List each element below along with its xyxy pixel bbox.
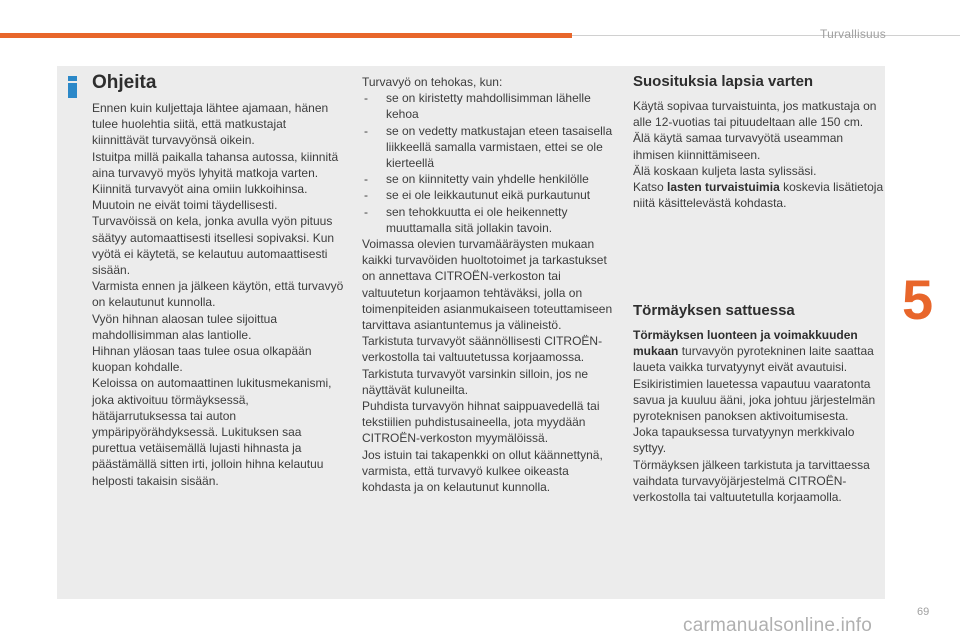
paragraph: Voimassa olevien turvamääräysten mukaan kaikki turvavöiden huoltotoimet ja tarkastukset on annettava CITROËN-verkoston tai valtuutetun korjaamon tehtäväksi, jolla on toimenpiteiden asianmukaiseen toteuttamiseen tarvittava asiantuntemus ja välineistö. bbox=[362, 237, 613, 333]
collision-column bbox=[633, 327, 885, 505]
children-heading: Suosituksia lapsia varten bbox=[633, 73, 814, 90]
info-icon bbox=[66, 76, 80, 98]
conditions-intro: Turvavyö on tehokas, kun: bbox=[362, 75, 503, 89]
paragraph: Kiinnitä turvavyöt aina omiin lukkoihinsa. Muutoin ne eivät toimi täydellisesti. bbox=[92, 182, 308, 213]
see-also-suffix: koskevia lisätietoja niitä käsittelevästä kohdasta. bbox=[633, 180, 884, 211]
collision-lead bbox=[633, 327, 885, 424]
list-item: - se on kiristetty mahdollisimman lähelle kehoa bbox=[362, 90, 614, 122]
paragraph: Hihnan yläosan taas tulee osua olkapään kuopan kohdalle. bbox=[92, 344, 312, 375]
paragraph: Istuitpa millä paikalla tahansa autossa, kiinnitä aina turvavyö myös lyhyitä matkoja varten. bbox=[92, 149, 339, 180]
paragraph: Vyön hihnan alaosan tulee sijoittua mahdollisimman alas lantiolle. bbox=[92, 311, 278, 342]
see-also-prefix: Katso bbox=[633, 180, 668, 195]
paragraph: Puhdista turvavyön hihnat saippuavedellä tai tekstiilien puhdistusaineella, jota myydään CITROËN-verkoston myymälöissä. bbox=[362, 399, 600, 446]
see-also-reference: lasten turvaistuimia bbox=[667, 180, 780, 195]
paragraph: Varmista ennen ja jälkeen käytön, että turvavyö on kelautunut kunnolla. bbox=[92, 279, 344, 310]
instructions-column bbox=[92, 100, 344, 489]
paragraph: Älä koskaan kuljeta lasta sylissäsi. bbox=[633, 163, 817, 178]
header-rule bbox=[572, 35, 960, 36]
effectiveness-column bbox=[362, 74, 614, 495]
section-name: Turvallisuus bbox=[820, 27, 886, 41]
collision-lead-bold: Törmäyksen luonteen ja voimakkuuden mukaan bbox=[633, 328, 858, 359]
list-item: - se ei ole leikkautunut eikä purkautunut bbox=[362, 187, 614, 203]
page-number: 69 bbox=[917, 606, 930, 618]
watermark: carmanualsonline.info bbox=[683, 615, 873, 636]
list-item: - sen tehokkuutta ei ole heikennetty muuttamalla sitä jollakin tavoin. bbox=[362, 204, 614, 236]
header-accent-bar bbox=[0, 33, 572, 38]
paragraph: Tarkistuta turvavyöt säännöllisesti CITROËN-verkostolla tai valtuutetussa korjaamossa. Tarkistuta turvavyöt varsinkin silloin, jos ne näyttävät kuluneilta. bbox=[362, 334, 603, 397]
paragraph: Jos istuin tai takapenkki on ollut käännettynä, varmista, että turvavyö kulkee oikeasta kohdasta ja on kelautunut kunnolla. bbox=[362, 447, 603, 495]
paragraph: Ennen kuin kuljettaja lähtee ajamaan, hänen tulee huolehtia siitä, että matkustajat kiinnittävät turvavyönsä oikein. bbox=[92, 101, 329, 148]
paragraph: Törmäyksen jälkeen tarkistuta ja tarvittaessa vaihdata turvavyöjärjestelmä CITROËN-verkostolla tai valtuutetulla korjaamolla. bbox=[633, 457, 870, 505]
paragraph: Älä käytä samaa turvavyötä useamman ihmisen kiinnittämiseen. bbox=[633, 131, 844, 162]
children-column bbox=[633, 98, 885, 211]
chapter-number: 5 bbox=[902, 268, 934, 331]
collision-lead-rest: turvavyön pyrotekninen laite saattaa laueta vaikka turvatyynyt eivät avautuisi. Esikiristimien lauetessa vapautuu vaaratonta savua ja kuuluu ääni, joka johtuu järjestelmän pyroteknisen panoksen aktivoitumisesta. bbox=[633, 344, 876, 424]
list-item: - se on kiinnitetty vain yhdelle henkilölle bbox=[362, 171, 614, 187]
collision-heading: Törmäyksen sattuessa bbox=[633, 302, 795, 319]
see-also bbox=[633, 179, 885, 211]
instructions-heading: Ohjeita bbox=[92, 72, 157, 93]
list-item: - se on vedetty matkustajan eteen tasaisella liikkeellä samalla varmistaen, ettei se ole kierteellä bbox=[362, 123, 614, 172]
conditions-list bbox=[362, 90, 614, 236]
paragraph: Turvavöissä on kela, jonka avulla vyön pituus säätyy automaattisesti itsellesi sopivaksi. Kun vyötä ei käytetä, se kelautuu automaattisesti sisään. bbox=[92, 214, 335, 278]
paragraph: Keloissa on automaattinen lukitusmekanismi, joka aktivoituu törmäyksessä, hätäjarrutuksessa tai auton ympäripyörähdyksessä. Lukituksen saa purettua vetäisemällä lujasti hihnasta ja päästämällä sitten irti, jolloin hihna kelautuu helposti takaisin sisään. bbox=[92, 376, 332, 488]
paragraph: Joka tapauksessa turvatyynyn merkkivalo syttyy. bbox=[633, 425, 855, 456]
paragraph: Käytä sopivaa turvaistuinta, jos matkustaja on alle 12-vuotias tai pituudeltaan alle 150 cm. bbox=[633, 99, 877, 130]
